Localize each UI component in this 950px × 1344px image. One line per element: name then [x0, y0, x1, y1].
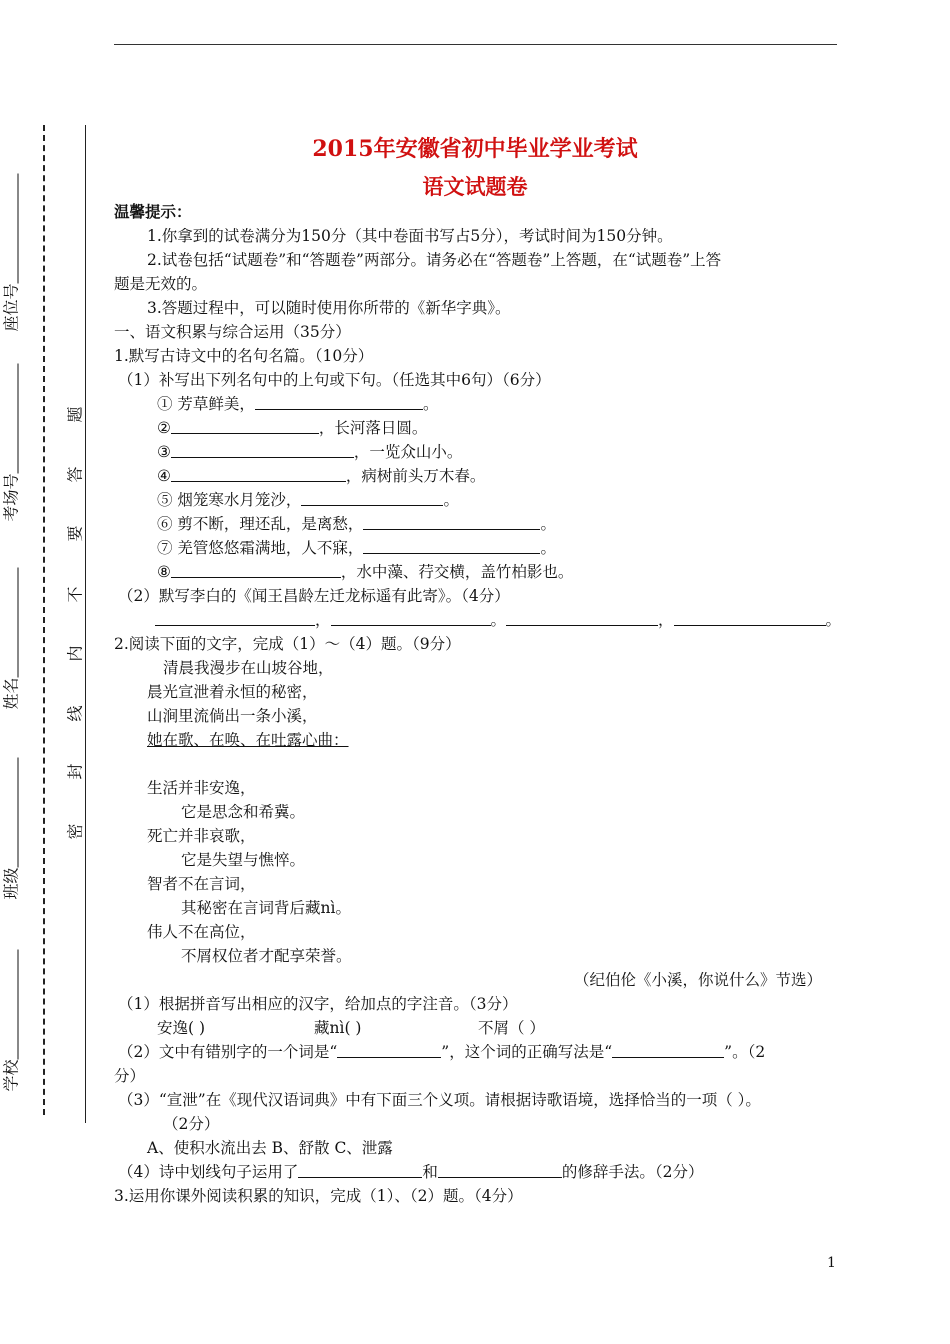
class-field[interactable] — [0, 760, 22, 900]
fill-item-6: ⑥ 剪不断，理还乱，是离愁， 。 — [157, 515, 556, 533]
fill-item-7: ⑦ 羌管悠悠霜满地，人不寐， 。 — [157, 539, 556, 557]
answer-blank[interactable] — [363, 515, 540, 530]
poem-line: 清晨我漫步在山坡谷地， — [163, 659, 334, 677]
poem-line-underlined: 她在歌、在唤、在吐露心曲： — [147, 731, 349, 749]
q2-1-item-b[interactable]: 藏nì( ) — [314, 1019, 362, 1037]
fill-item-1: ① 芳草鲜美， 。 — [157, 395, 439, 413]
poem-line: 死亡并非哀歌， — [147, 827, 256, 845]
margin-warning-char: 线 — [65, 705, 85, 722]
question-2-3-cont: （2分） — [163, 1115, 220, 1133]
answer-blank[interactable] — [363, 539, 540, 554]
seat-label: 座位号 — [1, 283, 21, 332]
question-1-2: （2）默写李白的《闻王昌龄左迁龙标遥有此寄》。（4分） — [118, 587, 510, 605]
poem-line: 它是思念和希冀。 — [181, 803, 306, 821]
question-2-3: （3）“宣泄”在《现代汉语词典》中有下面三个义项。请根据诗歌语境，选择恰当的一项（ ）。 — [118, 1091, 761, 1109]
section-1-heading: 一、语文积累与综合运用（35分） — [114, 323, 351, 341]
seat-number-field[interactable] — [0, 192, 22, 332]
answer-blank[interactable] — [171, 443, 354, 458]
answer-blank[interactable] — [301, 491, 443, 506]
fill-item-2: ② ，长河落日圆。 — [157, 419, 428, 437]
exam-subtitle: 语文试题卷 — [422, 174, 528, 199]
poem-line: 伟人不在高位， — [147, 923, 256, 941]
binding-solid-line — [85, 125, 86, 1123]
margin-warning-char: 题 — [65, 406, 85, 423]
margin-warning-char: 封 — [65, 763, 85, 780]
margin-warning-char: 不 — [65, 586, 85, 603]
answer-blank[interactable] — [331, 611, 491, 626]
school-blank[interactable] — [2, 949, 19, 1059]
question-2-2-cont: 分） — [114, 1067, 146, 1085]
room-label: 考场号 — [1, 473, 21, 522]
poem-line: 智者不在言词， — [147, 875, 256, 893]
class-blank[interactable] — [2, 757, 19, 867]
poem-line: 其秘密在言词背后藏nì。 — [181, 899, 351, 917]
answer-blank[interactable] — [337, 1043, 441, 1058]
poem-line: 晨光宣泄着永恒的秘密， — [147, 683, 318, 701]
answer-blank[interactable] — [255, 395, 423, 410]
exam-title: 2015年安徽省初中毕业学业考试 — [312, 136, 638, 162]
header-rule — [114, 44, 837, 45]
fill-item-8: ⑧ ，水中藻、荇交横，盖竹柏影也。 — [157, 563, 574, 581]
q2-1-item-c[interactable]: 不屑（ ） — [478, 1019, 545, 1037]
answer-blank[interactable] — [171, 467, 346, 482]
question-1-1: （1）补写出下列名句中的上句或下句。（任选其中6句）（6分） — [118, 371, 551, 389]
room-number-field[interactable] — [0, 382, 22, 522]
binding-dashed-line — [43, 125, 45, 1115]
margin-warning-char: 内 — [65, 645, 85, 662]
poem-line: 它是失望与憔悴。 — [181, 851, 306, 869]
answer-blank[interactable] — [506, 611, 658, 626]
name-blank[interactable] — [2, 567, 19, 677]
answer-blank[interactable] — [171, 419, 319, 434]
poem-line: 不屑权位者才配享荣誉。 — [181, 947, 352, 965]
question-2-3-options[interactable]: A、使积水流出去 B、舒散 C、泄露 — [147, 1139, 393, 1157]
room-blank[interactable] — [2, 363, 19, 473]
page-number: 1 — [827, 1255, 836, 1271]
answer-blank[interactable] — [171, 563, 341, 578]
question-3: 3.运用你课外阅读积累的知识，完成（1）、（2）题。（4分） — [114, 1187, 523, 1205]
tip-1: 1.你拿到的试卷满分为150分（其中卷面书写占5分），考试时间为150分钟。 — [147, 227, 673, 245]
tip-3: 3.答题过程中，可以随时使用你所带的《新华字典》。 — [147, 299, 511, 317]
q2-1-item-a[interactable]: 安逸( ) — [157, 1019, 206, 1037]
question-2-2: （2）文中有错别字的一个词是“ ”，这个词的正确写法是“ ”。（2 — [118, 1043, 766, 1061]
tip-2-line-2: 题是无效的。 — [114, 275, 208, 293]
answer-blank[interactable] — [155, 611, 315, 626]
margin-warning-char: 要 — [65, 525, 85, 542]
fill-item-3: ③ ，一览众山小。 — [157, 443, 463, 461]
class-label: 班级 — [1, 867, 21, 900]
question-1: 1.默写古诗文中的名句名篇。（10分） — [114, 347, 374, 365]
school-field[interactable] — [0, 952, 22, 1092]
answer-blank[interactable] — [438, 1163, 562, 1178]
fill-item-5: ⑤ 烟笼寒水月笼沙， 。 — [157, 491, 459, 509]
margin-warning-char: 答 — [65, 466, 85, 483]
name-field[interactable] — [0, 570, 22, 710]
poem-recitation-blanks: ， 。 ， 。 — [155, 610, 841, 630]
poem-line: 生活并非安逸， — [147, 779, 256, 797]
answer-blank[interactable] — [674, 611, 826, 626]
answer-blank[interactable] — [612, 1043, 724, 1058]
poem-source: （纪伯伦《小溪，你说什么》节选） — [574, 971, 823, 989]
name-label: 姓名 — [1, 677, 21, 710]
answer-blank[interactable] — [298, 1163, 422, 1178]
question-2-4: （4）诗中划线句子运用了 和 的修辞手法。（2分） — [118, 1163, 704, 1181]
margin-warning-char: 密 — [65, 823, 85, 840]
question-2: 2.阅读下面的文字，完成（1）～（4）题。（9分） — [114, 635, 461, 653]
question-2-1: （1）根据拼音写出相应的汉字，给加点的字注音。（3分） — [118, 995, 518, 1013]
poem-line: 山涧里流倘出一条小溪， — [147, 707, 318, 725]
fill-item-4: ④ ，病树前头万木春。 — [157, 467, 486, 485]
tips-heading: 温馨提示： — [114, 202, 192, 221]
school-label: 学校 — [1, 1059, 21, 1092]
tip-2-line-1: 2.试卷包括“试题卷”和“答题卷”两部分。请务必在“答题卷”上答题，在“试题卷”上答 — [147, 251, 722, 269]
